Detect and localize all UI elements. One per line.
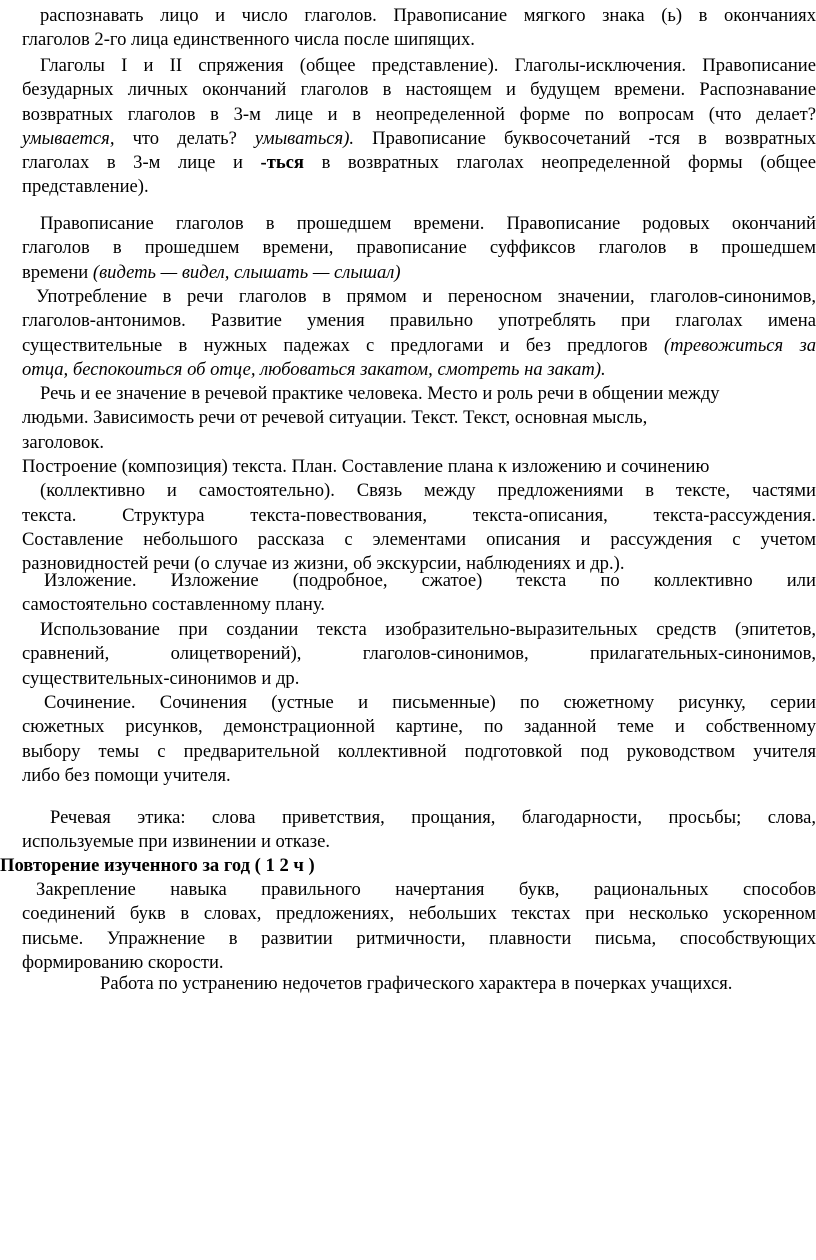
text-line: Закрепление навыка правильного начертания букв, рациональных способов: [36, 879, 816, 900]
text-line: текста. Структура текста-повествования, текста-описания, текста-рассуждения.: [22, 504, 816, 526]
text-line: Составление небольшого рассказа с элементами описания и рассуждения с учетом: [22, 528, 816, 550]
text-line: распознавать лицо и число глаголов. Правописание мягкого знака (ь) в окончаниях: [40, 5, 816, 26]
text-line: выбору темы с предварительной коллективной подготовкой под руководством учителя: [22, 740, 816, 762]
paragraph-handwriting: [100, 972, 816, 996]
paragraph-speech: [22, 382, 816, 455]
text-line: [22, 127, 816, 151]
text-line: Правописание глаголов в прошедшем времени. Правописание родовых окончаний: [40, 213, 816, 234]
heading-text: Повторение изученного за год ( 1 2 ч ): [0, 855, 315, 876]
paragraph-conjugation: [22, 54, 816, 200]
text-fragment: глаголах в 3-м лице и: [22, 152, 261, 174]
text-line: Работа по устранению недочетов графического характера в почерках учащихся.: [100, 973, 733, 994]
text-line: возвратных глаголов в 3-м лице и в неопределенной форме по вопросам (что делает?: [22, 103, 816, 125]
example-italic: умывается,: [22, 127, 115, 149]
paragraph-essay: [22, 691, 816, 788]
text-fragment: времени: [22, 261, 93, 283]
text-fragment: существительные в нужных падежах с предлогами и без предлогов: [22, 334, 664, 356]
paragraph-exposition: [22, 569, 816, 618]
text-line: Построение (композиция) текста. План. Составление плана к изложению и сочинению: [22, 456, 710, 477]
text-fragment: в возвратных глаголах неопределенной формы (общее: [304, 152, 816, 174]
bold-suffix: -ться: [260, 152, 304, 174]
paragraph-composition: [22, 455, 816, 576]
text-line: [22, 151, 816, 175]
text-line: Глаголы I и II спряжения (общее представление). Глаголы-исключения. Правописание: [40, 55, 816, 76]
section-heading: [0, 854, 816, 878]
paragraph-soft-sign: [22, 4, 816, 53]
text-line: [22, 358, 816, 382]
example-italic: умываться).: [254, 127, 355, 149]
text-line: Употребление в речи глаголов в прямом и переносном значении, глаголов-синонимов,: [36, 286, 816, 307]
text-line: используемые при извинении и отказе.: [22, 831, 330, 853]
example-italic: (тревожиться за: [663, 334, 816, 356]
text-line: формированию скорости.: [22, 951, 224, 973]
text-line: Речевая этика: слова приветствия, прощания, благодарности, просьбы; слова,: [50, 807, 816, 828]
text-line: безударных личных окончаний глаголов в настоящем и будущем времени. Распознавание: [22, 79, 816, 101]
text-line: глаголов 2-го лица единственного числа после шипящих.: [22, 29, 475, 51]
text-line: представление).: [22, 176, 149, 198]
text-line: Речь и ее значение в речевой практике человека. Место и роль речи в общении между: [40, 383, 720, 404]
text-line: [22, 261, 816, 285]
paragraph-verb-usage: [22, 285, 816, 382]
paragraph-review: [22, 878, 816, 975]
text-line: [22, 334, 816, 358]
text-line: письме. Упражнение в развитии ритмичности, плавности письма, способствующих: [22, 927, 816, 949]
text-line: сравнений, олицетворений), глаголов-синонимов, прилагательных-синонимов,: [22, 643, 816, 665]
text-line: самостоятельно составленному плану.: [22, 594, 325, 616]
paragraph-past-tense: [22, 212, 816, 285]
text-line: либо без помощи учителя.: [22, 764, 231, 786]
text-line: Сочинение. Сочинения (устные и письменные) по сюжетному рисунку, серии: [44, 692, 816, 713]
paragraph-expressive-means: [22, 618, 816, 691]
text-line: заголовок.: [22, 431, 105, 453]
text-line: глаголов-антонимов. Развитие умения правильно употреблять при глаголах имена: [22, 310, 816, 332]
text-line: Использование при создании текста изобразительно-выразительных средств (эпитетов,: [40, 619, 816, 640]
text-line: (коллективно и самостоятельно). Связь между предложениями в тексте, частями: [40, 480, 816, 502]
text-fragment: что делать?: [114, 127, 255, 149]
text-line: глаголов в прошедшем времени, правописание суффиксов глаголов в прошедшем: [22, 237, 816, 259]
text-line: сюжетных рисунков, демонстрационной картине, по заданной теме и собственному: [22, 716, 816, 738]
text-line: разновидностей речи (о случае из жизни, об экскурсии, наблюдениях и др.).: [22, 553, 625, 575]
text-line: существительных-синонимов и др.: [22, 667, 300, 689]
text-fragment: Правописание буквосочетаний -тся в возвратных: [354, 127, 816, 149]
text-line: людьми. Зависимость речи от речевой ситуации. Текст. Текст, основная мысль,: [22, 407, 648, 429]
example-italic: (видеть — видел, слышать — слышал): [92, 261, 401, 283]
paragraph-speech-ethics: [22, 806, 816, 855]
text-line: соединений букв в словах, предложениях, небольших текстах при несколько ускоренном: [22, 903, 816, 925]
text-line: Изложение. Изложение (подробное, сжатое) текста по коллективно или: [44, 570, 816, 591]
example-italic: отца, беспокоиться об отце, любоваться закатом, смотреть на закат).: [22, 358, 606, 380]
